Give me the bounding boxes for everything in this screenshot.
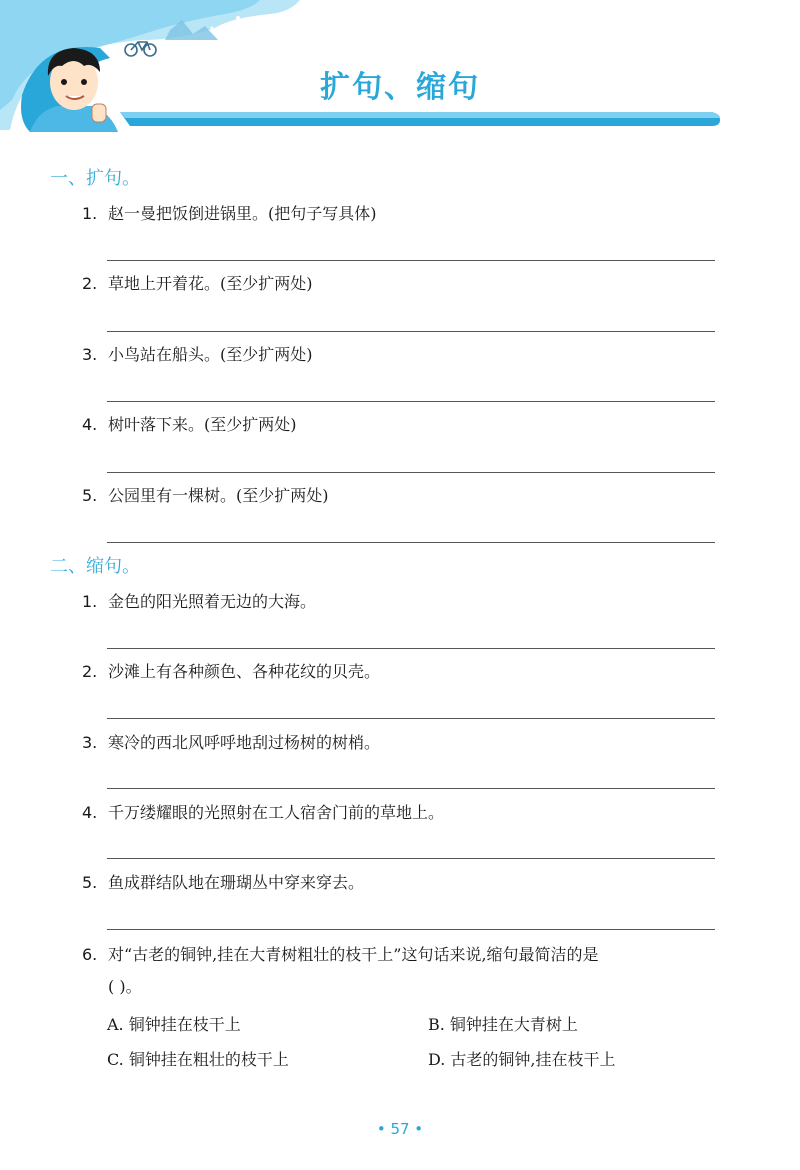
question-text: 鱼成群结队地在珊瑚丛中穿来穿去。 (108, 873, 365, 892)
question-text: 树叶落下来。(至少扩两处) (108, 415, 297, 434)
option-d[interactable]: D. 古老的铜钟,挂在枝干上 (428, 1050, 616, 1069)
option-a[interactable]: A. 铜钟挂在枝干上 (107, 1015, 241, 1034)
question-number: 1. (82, 204, 98, 223)
page-number: • 57 • (376, 1120, 424, 1138)
question-text: 千万缕耀眼的光照射在工人宿舍门前的草地上。 (108, 803, 445, 822)
answer-line-2-4[interactable] (107, 858, 715, 859)
question-number: 4. (82, 803, 98, 822)
question-text: 对“古老的铜钟,挂在大青树粗壮的枝干上”这句话来说,缩句最简洁的是 (108, 945, 599, 964)
bicycle-icon (125, 42, 156, 56)
question-1-5 (82, 483, 329, 506)
question-1-3 (82, 342, 313, 365)
question-number: 5. (82, 486, 98, 505)
question-number: 2. (82, 662, 98, 681)
option-c[interactable]: C. 铜钟挂在粗壮的枝干上 (107, 1050, 289, 1069)
question-number: 4. (82, 415, 98, 434)
option-b[interactable]: B. 铜钟挂在大青树上 (428, 1015, 578, 1034)
question-text: 公园里有一棵树。(至少扩两处) (108, 486, 329, 505)
question-2-5 (82, 870, 364, 893)
answer-line-2-3[interactable] (107, 788, 715, 789)
question-1-2 (82, 271, 313, 294)
question-number: 5. (82, 873, 98, 892)
question-number: 3. (82, 733, 98, 752)
question-1-4 (82, 412, 297, 435)
answer-line-2-2[interactable] (107, 718, 715, 719)
question-2-4 (82, 800, 444, 823)
answer-line-1-1[interactable] (107, 260, 715, 261)
answer-line-1-5[interactable] (107, 542, 715, 543)
answer-blank[interactable]: ( )。 (108, 977, 142, 996)
question-text: 金色的阳光照着无边的大海。 (108, 592, 317, 611)
question-number: 6. (82, 945, 98, 964)
answer-line-2-1[interactable] (107, 648, 715, 649)
question-2-2 (82, 659, 380, 682)
question-1-1 (82, 201, 377, 224)
question-text: 沙滩上有各种颜色、各种花纹的贝壳。 (108, 662, 381, 681)
question-text: 草地上开着花。(至少扩两处) (108, 274, 313, 293)
section-heading-shorten: 二、缩句。 (50, 556, 140, 577)
answer-line-2-5[interactable] (107, 929, 715, 930)
answer-line-1-4[interactable] (107, 472, 715, 473)
question-2-1 (82, 589, 316, 612)
header-banner (0, 0, 800, 140)
page-title: 扩句、缩句 (320, 70, 480, 105)
question-text: 寒冷的西北风呼呼地刮过杨树的树梢。 (108, 733, 381, 752)
question-number: 2. (82, 274, 98, 293)
question-2-3 (82, 730, 380, 753)
question-text: 小鸟站在船头。(至少扩两处) (108, 345, 313, 364)
question-number: 3. (82, 345, 98, 364)
section-heading-expand: 一、扩句。 (50, 168, 140, 189)
answer-line-1-2[interactable] (107, 331, 715, 332)
question-2-6 (82, 942, 599, 965)
question-number: 1. (82, 592, 98, 611)
question-text: 赵一曼把饭倒进锅里。(把句子写具体) (108, 204, 377, 223)
answer-line-1-3[interactable] (107, 401, 715, 402)
